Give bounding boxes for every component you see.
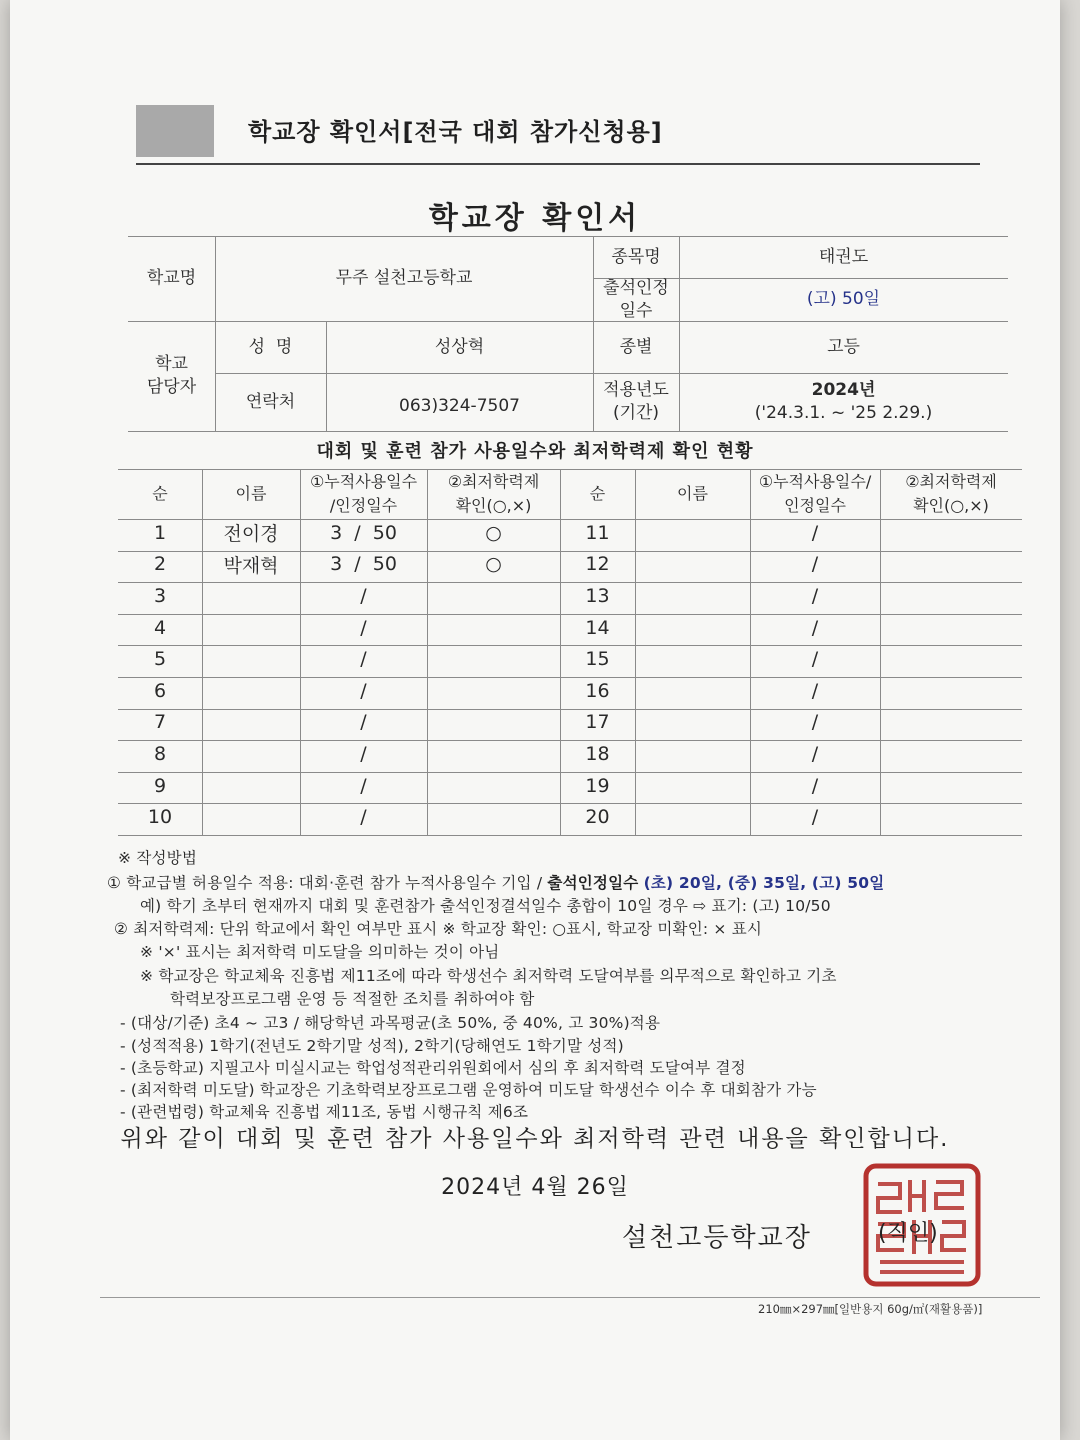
roster-cell-check: ○ <box>485 521 502 544</box>
roster-cell-check: ○ <box>485 553 502 576</box>
roster-cell-check <box>427 643 560 675</box>
note-3: ※ '×' 표시는 최저학력 미도달을 의미하는 것이 아님 <box>140 943 500 961</box>
note-4a: ※ 학교장은 학교체육 진흥법 제11조에 따라 학생선수 최저학력 도달여부를 의무적으로 확인하고 기초 <box>140 967 837 985</box>
type-label: 종별 <box>619 336 653 357</box>
roster-header-days: ①누적사용일수 /인정일수 <box>309 472 418 515</box>
roster-cell-check <box>880 643 1022 675</box>
roster-cell-check <box>427 580 560 612</box>
roster-cell-name <box>202 707 300 739</box>
document-title: 학교장 확인서 <box>428 201 642 236</box>
roster-cell-no: 11 <box>585 521 610 544</box>
roster-header-no: 순 <box>589 484 606 503</box>
note-1 <box>107 871 884 893</box>
roster-cell-days: / <box>811 648 819 671</box>
roster-cell-name <box>635 770 750 802</box>
roster-cell-check <box>880 738 1022 770</box>
roster-cell-no: 4 <box>153 616 167 639</box>
principal-name: 설천고등학교장 <box>622 1223 812 1253</box>
roster-cell-days: / <box>811 806 819 829</box>
roster-cell-name <box>635 675 750 707</box>
roster-header-days: ①누적사용일수/ 인정일수 <box>758 472 872 515</box>
note-4b: 학력보장프로그램 운영 등 적절한 조치를 취하여야 함 <box>170 990 535 1008</box>
roster-cell-no: 5 <box>153 648 167 671</box>
roster-cell-no: 12 <box>585 553 610 576</box>
roster-cell-days: / <box>360 648 367 671</box>
roster-cell-days: 3 / 50 <box>330 521 397 544</box>
roster-cell-name <box>635 801 750 833</box>
roster-cell-days: / <box>811 584 819 607</box>
period-value: ('24.3.1. ~ '25 2.29.) <box>754 403 933 423</box>
header-grey-block <box>136 105 214 157</box>
roster-cell-no: 18 <box>585 742 610 765</box>
roster-cell-days: / <box>811 553 819 576</box>
roster-cell-days: / <box>811 742 819 765</box>
note-1-text: ① 학교급별 허용일수 적용: 대회·훈련 참가 누적사용일수 기입 / <box>107 874 543 892</box>
roster-cell-check <box>427 801 560 833</box>
roster-cell-no: 3 <box>153 584 167 607</box>
roster-cell-name <box>635 580 750 612</box>
note-bullet-4: - (최저학력 미도달) 학교장은 기초학력보장프로그램 운영하여 미도달 학생선수 이수 후 대회참가 가능 <box>120 1081 817 1099</box>
roster-cell-no: 13 <box>585 584 610 607</box>
roster-cell-days: / <box>360 616 367 639</box>
roster-cell-days: / <box>360 742 367 765</box>
roster-cell-name: 박재혁 <box>223 554 279 577</box>
footer-rule <box>100 1297 1040 1298</box>
roster-cell-check <box>880 612 1022 644</box>
roster-cell-days: / <box>811 679 819 702</box>
roster-cell-check <box>427 738 560 770</box>
roster-cell-days: / <box>811 774 819 797</box>
roster-cell-days: / <box>360 584 367 607</box>
note-bullet-1: - (대상/기준) 초4 ~ 고3 / 해당학년 과목평균(초 50%, 중 40%, 고 30%)적용 <box>120 1014 661 1032</box>
roster-cell-check <box>880 549 1022 581</box>
roster-cell-no: 20 <box>585 806 610 829</box>
section-title: 대회 및 훈련 참가 사용일수와 최저학력제 확인 현황 <box>316 441 754 462</box>
roster-cell-days: 3 / 50 <box>330 553 397 576</box>
roster-cell-no: 8 <box>153 742 167 765</box>
roster-cell-check <box>880 707 1022 739</box>
roster-cell-check <box>427 707 560 739</box>
roster-cell-name <box>202 580 300 612</box>
roster-cell-no: 19 <box>585 774 610 797</box>
roster-cell-days: / <box>360 806 367 829</box>
roster-header-check: ②최저학력제 확인(○,×) <box>905 472 997 515</box>
seal-label: (직인) <box>878 1221 938 1246</box>
sport-value: 태권도 <box>818 246 869 267</box>
roster-cell-no: 7 <box>153 711 167 734</box>
roster-cell-days: / <box>811 616 819 639</box>
roster-cell-check <box>880 675 1022 707</box>
document-page <box>10 0 1060 1440</box>
confirm-statement: 위와 같이 대회 및 훈련 참가 사용일수와 최저학력 관련 내용을 확인합니다. <box>120 1126 950 1152</box>
roster-cell-no: 10 <box>147 806 173 829</box>
roster-header-check: ②최저학력제 확인(○,×) <box>447 472 540 515</box>
school-name-value: 무주 설천고등학교 <box>335 268 473 289</box>
manager-name-label: 성 명 <box>248 336 293 357</box>
manager-contact-label: 연락처 <box>245 391 296 412</box>
roster-cell-name <box>202 612 300 644</box>
roster-cell-check <box>880 517 1022 549</box>
roster-cell-check <box>880 801 1022 833</box>
note-bullet-2: - (성적적용) 1학기(전년도 2학기말 성적), 2학기(당해연도 1학기말 성적) <box>120 1037 624 1055</box>
roster-header-name: 이름 <box>235 484 267 503</box>
year-value-cell <box>679 373 1008 431</box>
header-rule <box>136 163 980 165</box>
notes-heading: ※ 작성방법 <box>118 849 198 867</box>
paper-spec-footer: 210㎜×297㎜[일반용지 60g/㎡(재활용품)] <box>758 1302 983 1316</box>
year-value: 2024년 <box>811 380 876 401</box>
roster-cell-name <box>202 801 300 833</box>
roster-cell-check <box>880 580 1022 612</box>
roster-cell-name <box>202 675 300 707</box>
table-rule <box>118 835 1022 836</box>
roster-cell-days: / <box>811 521 819 544</box>
roster-cell-no: 16 <box>585 679 610 702</box>
roster-cell-check <box>427 770 560 802</box>
roster-header-name: 이름 <box>677 484 708 503</box>
table-rule <box>128 431 1008 432</box>
attendance-label: 출석인정 일수 <box>603 277 669 321</box>
roster-cell-name <box>635 612 750 644</box>
manager-name-value: 성상혁 <box>434 336 485 357</box>
roster-cell-days: / <box>360 774 367 797</box>
year-label: 적용년도 (기간) <box>603 380 669 423</box>
roster-cell-check <box>427 612 560 644</box>
roster-cell-name: 전이경 <box>223 523 279 546</box>
roster-cell-name <box>202 643 300 675</box>
note-1-example: 예) 학기 초부터 현재까지 대회 및 훈련참가 출석인정결석일수 총합이 10일 경우 ⇨ 표기: (고) 10/50 <box>140 897 831 915</box>
roster-cell-no: 6 <box>153 679 167 702</box>
note-bullet-5: - (관련법령) 학교체육 진흥법 제11조, 동법 시행규칙 제6조 <box>120 1103 529 1121</box>
note-2: ② 최저학력제: 단위 학교에서 확인 여부만 표시 ※ 학교장 확인: ○표시, 학교장 미확인: × 표시 <box>114 920 763 938</box>
roster-cell-days: / <box>360 679 367 702</box>
roster-cell-name <box>635 707 750 739</box>
roster-cell-days: / <box>360 711 367 734</box>
roster-cell-name <box>635 517 750 549</box>
roster-cell-name <box>635 738 750 770</box>
roster-header-no: 순 <box>152 484 168 503</box>
roster-cell-no: 2 <box>153 553 167 576</box>
roster-cell-days: / <box>811 711 819 734</box>
roster-cell-check <box>427 675 560 707</box>
roster-cell-no: 9 <box>153 774 167 797</box>
type-value: 고등 <box>827 336 860 357</box>
note-bullet-3: - (초등학교) 지필고사 미실시교는 학업성적관리위원회에서 심의 후 최저학력 도달여부 결정 <box>120 1059 746 1077</box>
roster-cell-no: 1 <box>153 521 167 544</box>
roster-cell-name <box>202 738 300 770</box>
header-title: 학교장 확인서[전국 대회 참가신청용] <box>248 118 663 146</box>
note-1-bold: 출석인정일수 <box>547 874 639 892</box>
note-1-blue: (초) 20일, (중) 35일, (고) 50일 <box>643 874 885 892</box>
roster-cell-no: 17 <box>585 711 610 734</box>
school-name-label: 학교명 <box>146 268 197 289</box>
manager-label: 학교 담당자 <box>146 354 197 397</box>
sport-label: 종목명 <box>611 246 661 267</box>
roster-cell-name <box>635 643 750 675</box>
roster-cell-no: 14 <box>585 616 610 639</box>
roster-cell-no: 15 <box>585 648 610 671</box>
roster-cell-name <box>635 549 750 581</box>
roster-cell-name <box>202 770 300 802</box>
manager-contact-value: 063)324-7507 <box>399 395 520 416</box>
roster-cell-check <box>880 770 1022 802</box>
attendance-value: (고) 50일 <box>806 289 881 310</box>
issue-date: 2024년 4월 26일 <box>441 1175 629 1200</box>
